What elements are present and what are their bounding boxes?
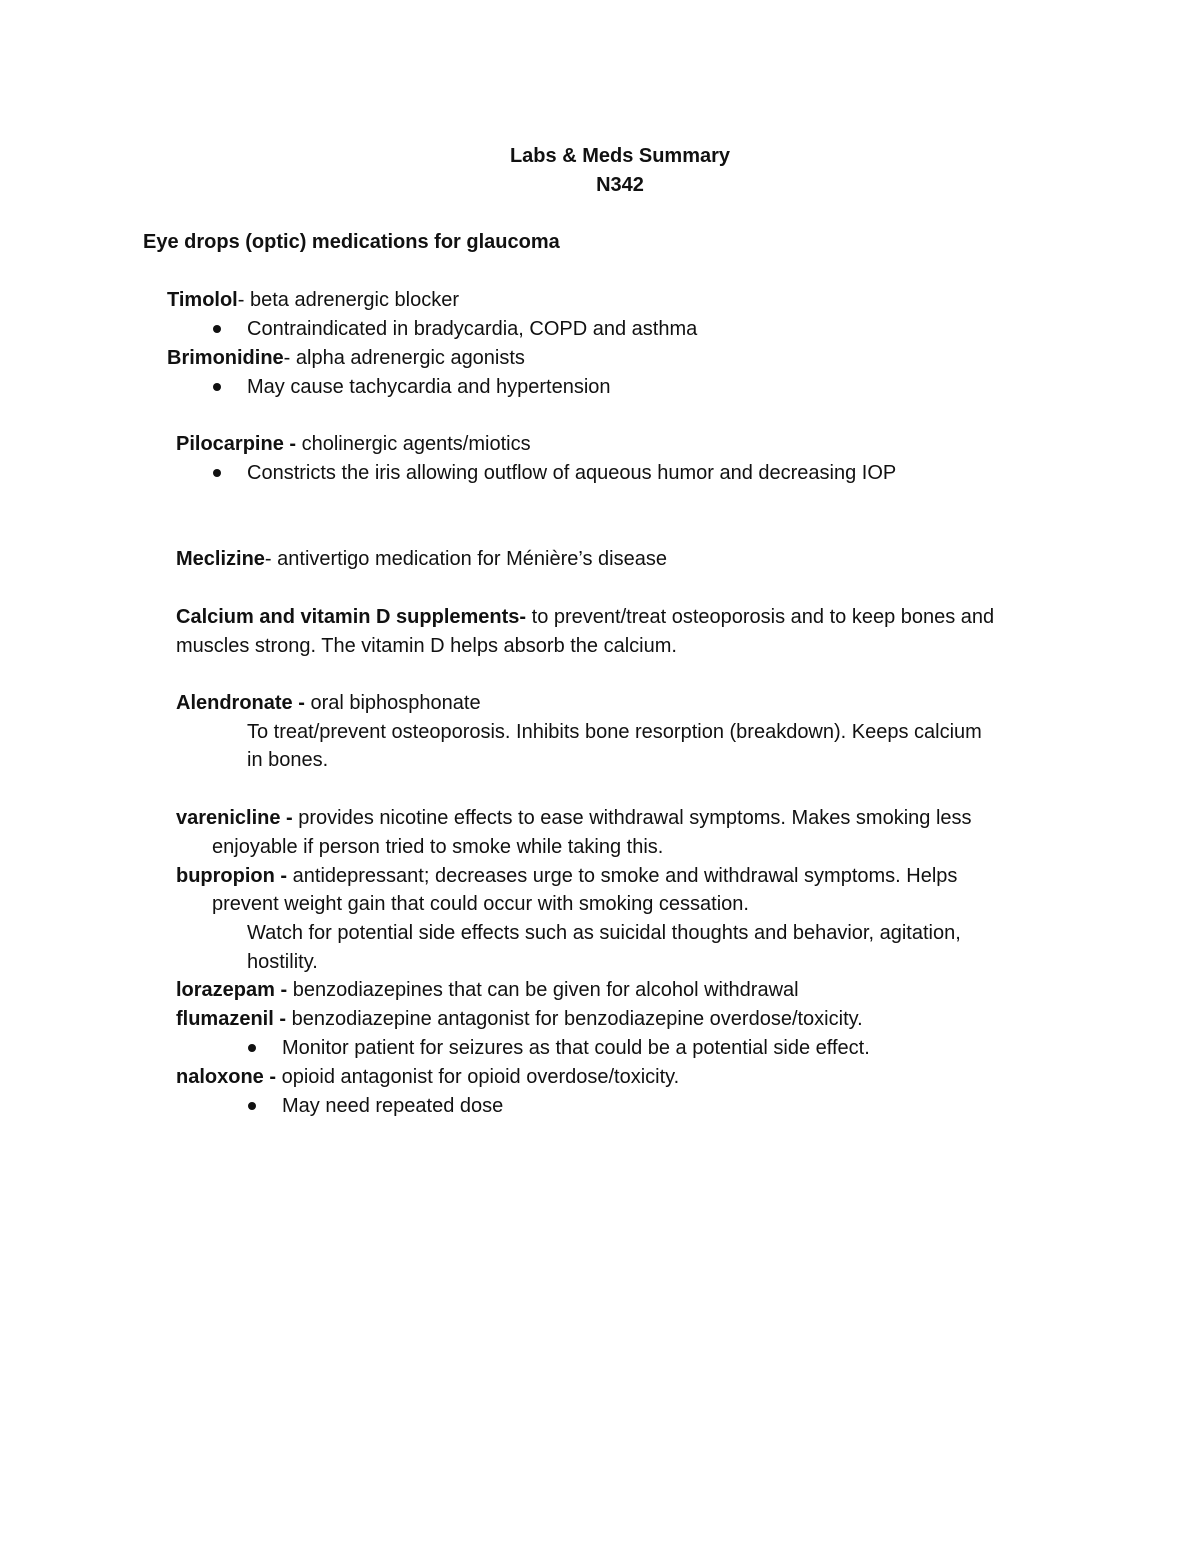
bupropion-detail-cont: hostility. <box>247 951 318 973</box>
med-desc: cholinergic agents/miotics <box>296 433 531 455</box>
med-lorazepam <box>176 976 799 1004</box>
med-name: Timolol <box>167 289 238 311</box>
bullet-icon <box>213 469 221 477</box>
med-desc: oral biphosphonate <box>304 692 481 714</box>
bupropion-detail: Watch for potential side effects such as suicidal thoughts and behavior, agitation, <box>247 922 961 944</box>
med-alendronate <box>176 689 481 717</box>
med-desc: benzodiazepine antagonist for benzodiazepine overdose/toxicity. <box>286 1008 863 1030</box>
med-calcium-vitamin-d <box>176 603 994 631</box>
bullet-icon <box>248 1044 256 1052</box>
calcium-desc-cont: muscles strong. The vitamin D helps absorb the calcium. <box>176 635 677 657</box>
med-desc: - antivertigo medication for Ménière’s disease <box>264 548 667 570</box>
med-name: varenicline - <box>176 807 293 829</box>
section-heading: Eye drops (optic) medications for glaucoma <box>143 231 560 253</box>
med-meclizine <box>176 545 667 573</box>
med-name: Brimonidine <box>167 347 284 369</box>
med-desc: antidepressant; decreases urge to smoke and withdrawal symptoms. Helps <box>287 865 958 887</box>
med-name: lorazepam - <box>176 979 288 1001</box>
brimonidine-note: May cause tachycardia and hypertension <box>247 376 611 398</box>
med-naloxone <box>176 1063 679 1091</box>
med-flumazenil <box>176 1005 863 1033</box>
med-pilocarpine <box>176 430 531 458</box>
page-title: Labs & Meds Summary <box>509 145 731 167</box>
med-name: Meclizine <box>176 548 265 570</box>
med-desc: opioid antagonist for opioid overdose/toxicity. <box>276 1066 680 1088</box>
bupropion-desc-cont: prevent weight gain that could occur with smoking cessation. <box>212 893 749 915</box>
med-name: naloxone - <box>176 1066 277 1088</box>
med-brimonidine <box>167 344 525 372</box>
med-name: Calcium and vitamin D supplements- <box>176 606 527 628</box>
flumazenil-note: Monitor patient for seizures as that could be a potential side effect. <box>282 1037 870 1059</box>
med-desc: to prevent/treat osteoporosis and to keep bones and <box>526 606 995 628</box>
pilocarpine-note: Constricts the iris allowing outflow of aqueous humor and decreasing IOP <box>247 462 897 484</box>
alendronate-detail: To treat/prevent osteoporosis. Inhibits bone resorption (breakdown). Keeps calcium <box>247 721 982 743</box>
med-name: flumazenil - <box>176 1008 287 1030</box>
med-desc: - beta adrenergic blocker <box>237 289 459 311</box>
med-bupropion <box>176 862 957 890</box>
naloxone-note: May need repeated dose <box>282 1095 504 1117</box>
bullet-icon <box>213 383 221 391</box>
med-varenicline <box>176 804 972 832</box>
med-desc: - alpha adrenergic agonists <box>283 347 525 369</box>
med-desc: benzodiazepines that can be given for alcohol withdrawal <box>287 979 799 1001</box>
timolol-note: Contraindicated in bradycardia, COPD and asthma <box>247 318 698 340</box>
med-name: Pilocarpine - <box>176 433 297 455</box>
med-name: Alendronate - <box>176 692 305 714</box>
varenicline-desc-cont: enjoyable if person tried to smoke while taking this. <box>212 836 664 858</box>
med-timolol <box>167 286 459 314</box>
bullet-icon <box>248 1102 256 1110</box>
alendronate-detail-cont: in bones. <box>247 749 329 771</box>
course-code: N342 <box>596 174 644 196</box>
bullet-icon <box>213 325 221 333</box>
med-desc: provides nicotine effects to ease withdrawal symptoms. Makes smoking less <box>292 807 972 829</box>
med-name: bupropion - <box>176 865 288 887</box>
